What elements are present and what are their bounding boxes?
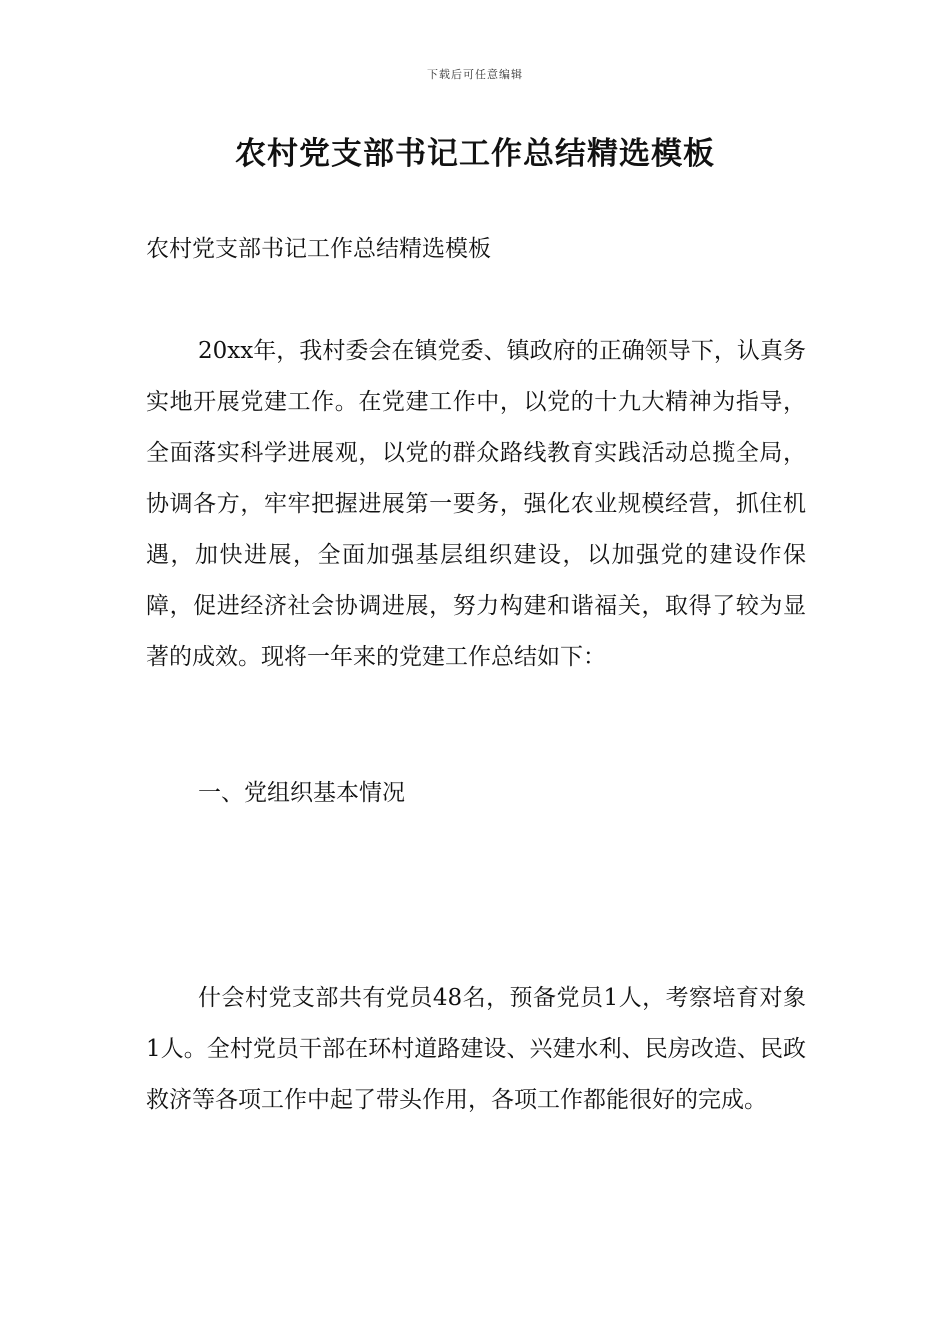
intro-paragraph: 20xx年，我村委会在镇党委、镇政府的正确领导下，认真务实地开展党建工作。在党建工作中，以党的十九大精神为指导，全面落实科学进展观，以党的群众路线教育实践活动总揽全局，协调各方，牢牢把握进展第一要务，强化农业规模经营，抓住机遇，加快进展，全面加强基层组织建设，以加强党的建设作保障，促进经济社会协调进展，努力构建和谐福关，取得了较为显著的成效。现将一年来的党建工作总结如下： xyxy=(146,338,806,670)
header-note: 下载后可任意编辑 xyxy=(427,68,523,81)
document-subtitle: 农村党支部书记工作总结精选模板 xyxy=(146,236,491,262)
document-title: 农村党支部书记工作总结精选模板 xyxy=(235,136,715,172)
section-heading: 一、党组织基本情况 xyxy=(198,780,405,806)
section-paragraph: 什会村党支部共有党员48名，预备党员1人，考察培育对象1人。全村党员干部在环村道路建设、兴建水利、民房改造、民政救济等各项工作中起了带头作用，各项工作都能很好的完成。 xyxy=(146,985,806,1113)
